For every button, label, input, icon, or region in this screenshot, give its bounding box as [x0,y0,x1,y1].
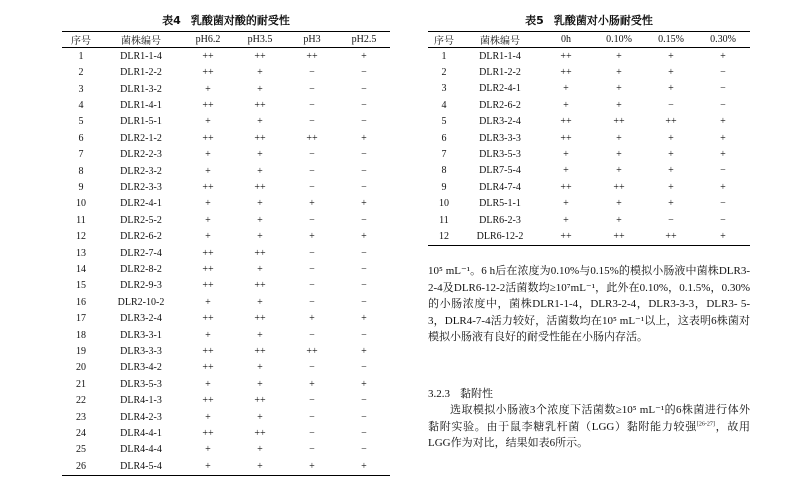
table4-cell: − [309,83,315,95]
table4-cell: − [361,444,367,456]
table4-cell: + [361,50,367,62]
table5-cell: + [720,181,726,193]
table4-cell: DLR3-3-3 [120,346,162,358]
table5-caption [428,12,750,28]
table5-cell: 10 [439,198,449,210]
table5-cell: ++ [560,181,572,193]
table4-cell: ++ [254,99,266,111]
table4-cell: DLR4-4-1 [120,428,162,440]
adhesion-paragraph [428,402,750,452]
table5-cell: 7 [441,149,447,161]
table4-row [62,311,390,327]
table4-cell: − [309,116,315,128]
table5-header-cell: 序号 [428,32,460,48]
table5-cell: + [668,165,674,177]
table4-cell: 13 [76,247,86,259]
table5-cell: DLR5-1-1 [479,198,521,210]
table4-header-cell: pH2.5 [338,32,390,48]
table4-cell: + [257,214,263,226]
table4-row [62,294,390,310]
table5-cell: + [720,50,726,62]
table4-cell: ++ [254,247,266,259]
table4-row [62,327,390,343]
table5-cell: 4 [441,99,447,111]
table4-cell: ++ [202,395,214,407]
table4-cell: + [205,214,211,226]
table5-cell: DLR6-12-2 [460,228,540,245]
table4-header-cell: pH3 [286,32,338,48]
table5-cell: ++ [560,116,572,128]
table5-cell: + [616,50,622,62]
table4-header-cell: 菌株编号 [100,32,182,48]
table4-cell: DLR4-2-3 [120,411,162,423]
table5-cell: − [720,67,726,79]
table5-cell: + [563,149,569,161]
table4-cell: DLR2-3-2 [120,165,162,177]
table4-cell: − [309,395,315,407]
table4-cell: − [361,395,367,407]
table4-cell: − [361,247,367,259]
table5 [428,31,750,246]
table4-cell: ++ [202,362,214,374]
table4-cell: DLR2-6-2 [120,231,162,243]
table4-row [62,81,390,97]
table4-cell: DLR2-10-2 [117,296,165,308]
table5-cell: ++ [560,50,572,62]
table4-cell: − [309,280,315,292]
table5-cell: + [668,83,674,95]
table5-cell: DLR2-6-2 [479,99,521,111]
table4-cell: − [309,181,315,193]
table4-cell: 12 [76,231,86,243]
table4-cell: + [257,165,263,177]
table4-cell: + [257,263,263,275]
table4-cell: + [257,67,263,79]
table4-cell: ++ [254,280,266,292]
table4-cell: DLR1-2-2 [120,67,162,79]
table5-cell: ++ [646,228,696,245]
table4-cell: ++ [254,50,266,62]
table4-cell: − [309,428,315,440]
table5-row [428,163,750,179]
table4-cell: + [205,198,211,210]
table4-row [62,212,390,228]
table4-cell: + [205,165,211,177]
table4-cell: 16 [76,296,86,308]
table4-cell: DLR3-3-1 [120,329,162,341]
table4-cell: ++ [202,67,214,79]
table4-cell: − [309,214,315,226]
table4-cell: 3 [78,83,84,95]
table4-cell: 11 [76,214,86,226]
results-paragraph-text: 10⁵ mL⁻¹。6 h后在浓度为0.10%与0.15%的模拟小肠液中菌株DLR3-2-4及DLR6-12-2活菌数均≥10⁷mL⁻¹，此外在0.10%，0.1.5%，0.30%的小肠浓度中，菌株DLR1-1-4，DLR3-2-4，DLR3-3-3，DLR3- 5-3，DLR4-7-4活力较好，活菌数均在10⁵ mL⁻¹以上，这表明6株菌对模拟小肠液有良好的耐受性能在小肠内存活。 [428,265,750,344]
table4-cell: − [361,411,367,423]
table4-row [62,343,390,359]
table4-cell: + [286,458,338,475]
table4-row [62,48,390,65]
table4-cell: ++ [254,132,266,144]
table4-cell: DLR3-5-3 [120,378,162,390]
table4-cell: ++ [202,280,214,292]
table4-cell: ++ [306,132,318,144]
table5-cell: DLR4-7-4 [479,181,521,193]
table4-cell: ++ [254,395,266,407]
adhesion-paragraph-text [428,402,750,452]
table5-cell: 6 [441,132,447,144]
table4-cell: + [338,458,390,475]
table4-cell: 8 [78,165,84,177]
table5-cell: ++ [613,116,625,128]
table4-cell: + [257,296,263,308]
table5-cell: − [720,83,726,95]
table4-cell: DLR1-1-4 [120,50,162,62]
table4-cell: + [257,362,263,374]
table4-cell: 26 [62,458,100,475]
table5-header-cell: 0h [540,32,592,48]
table4-cell: 25 [76,444,86,456]
table5-cell: + [720,149,726,161]
table4-cell: + [257,198,263,210]
table5-cell: 1 [441,50,447,62]
table4-row [62,261,390,277]
table4-cell: − [361,362,367,374]
table4-cell: + [205,444,211,456]
table4-title: 乳酸菌对酸的耐受性 [190,14,290,27]
table5-cell: + [668,50,674,62]
table5-row [428,228,750,245]
table4-cell: DLR4-4-4 [120,444,162,456]
table4-cell: DLR2-8-2 [120,263,162,275]
table4-cell: − [309,165,315,177]
table5-cell: DLR6-2-3 [479,214,521,226]
table5-row [428,146,750,162]
table5-cell: − [720,99,726,111]
table5-row [428,64,750,80]
table4-cell: + [309,198,315,210]
table5-cell: + [563,99,569,111]
table4-cell: ++ [202,247,214,259]
table4-cell: + [309,378,315,390]
table4-cell: − [361,296,367,308]
table4-cell: + [361,346,367,358]
table5-cell: − [720,198,726,210]
table4-row [62,228,390,244]
table4-cell: ++ [202,50,214,62]
table4-header-cell: pH6.2 [182,32,234,48]
table4-cell: − [309,99,315,111]
table4-cell: + [361,132,367,144]
table5-cell: ++ [560,67,572,79]
table5-cell: 5 [441,116,447,128]
table4-cell: DLR2-9-3 [120,280,162,292]
table4-cell: 21 [76,378,86,390]
table4-header-cell: pH3.5 [234,32,286,48]
table4-cell: 17 [76,313,86,325]
table4-cell: ++ [202,263,214,275]
table4-cell: DLR2-1-2 [120,132,162,144]
table5-header-row [428,32,750,48]
table4-cell: + [205,378,211,390]
table4-cell: − [309,444,315,456]
table4-cell: ++ [202,99,214,111]
table4-row [62,130,390,146]
table4-row [62,245,390,261]
table5-cell: + [696,228,750,245]
table5-cell: DLR2-4-1 [479,83,521,95]
table5-cell: DLR7-5-4 [479,165,521,177]
table4-cell: ++ [202,313,214,325]
table4-cell: − [309,67,315,79]
table5-cell: + [563,214,569,226]
table5-header-cell: 0.10% [592,32,646,48]
table4-cell: + [257,83,263,95]
table5-row [428,130,750,146]
table4-cell: 1 [78,50,84,62]
table5-cell: DLR3-3-3 [479,132,521,144]
table5-cell: + [616,214,622,226]
table4-cell: 9 [78,181,84,193]
table4-header-row [62,32,390,48]
table4-cell: + [182,458,234,475]
table4-cell: − [361,214,367,226]
table4-cell: − [361,280,367,292]
table4-cell: + [234,458,286,475]
table4-cell: + [309,313,315,325]
table4-cell: + [205,116,211,128]
table4-cell: DLR2-7-4 [120,247,162,259]
table4-cell: 14 [76,263,86,275]
table5-cell: 12 [428,228,460,245]
table4-cell: ++ [202,132,214,144]
adhesion-text-b: ，故用LGG作为对比，结果如表6所示。 [428,420,751,450]
table5-cell: DLR1-1-4 [479,50,521,62]
table5-cell: + [668,181,674,193]
citation: [26-27] [696,420,715,427]
table4-cell: DLR4-5-4 [100,458,182,475]
table4-cell: 10 [76,198,86,210]
table4-cell: DLR1-4-1 [120,99,162,111]
table5-header-cell: 0.15% [646,32,696,48]
table4-cell: − [309,329,315,341]
table4-cell: + [205,149,211,161]
table5-cell: + [668,132,674,144]
table5-row [428,196,750,212]
table4-cell: + [205,296,211,308]
table4-cell: DLR1-5-1 [120,116,162,128]
table4-cell: DLR2-3-3 [120,181,162,193]
table5-cell: ++ [540,228,592,245]
table5-cell: 11 [439,214,449,226]
table4-cell: + [257,444,263,456]
table4-cell: + [257,149,263,161]
table5-cell: − [668,214,674,226]
table5-row [428,97,750,113]
table4-row [62,163,390,179]
table5-cell: 3 [441,83,447,95]
table5-cell: ++ [665,116,677,128]
table4-cell: − [361,149,367,161]
table5-cell: + [616,67,622,79]
table4-cell: − [309,263,315,275]
table4-row [62,360,390,376]
table4-cell: + [257,231,263,243]
table5-header-cell: 菌株编号 [460,32,540,48]
section-heading [428,386,493,402]
table5-cell: + [668,67,674,79]
table5-cell: + [616,99,622,111]
table5-cell: + [563,198,569,210]
table5-cell: + [668,149,674,161]
table5-cell: + [616,149,622,161]
table4-cell: + [257,116,263,128]
table5-cell: − [668,99,674,111]
table4-cell: − [309,247,315,259]
table4-cell: + [257,329,263,341]
table4-cell: DLR4-1-3 [120,395,162,407]
table4-cell: + [361,198,367,210]
table4-cell: DLR3-4-2 [120,362,162,374]
table4-cell: 4 [78,99,84,111]
table4-row [62,458,390,475]
table4-cell: ++ [254,313,266,325]
table4-cell: ++ [254,428,266,440]
table4-row [62,146,390,162]
table4-cell: − [361,263,367,275]
table4-cell: ++ [254,346,266,358]
table4-cell: 20 [76,362,86,374]
table4-cell: − [309,149,315,161]
section-title: 黏附性 [460,388,493,400]
table5-header-cell: 0.30% [696,32,750,48]
adhesion-text-a: 选取模拟小肠液3个浓度下活菌数≥10⁵ mL⁻¹的6株菌进行体外黏附实验。由于鼠李糖乳杆菌（LGG）黏附能力较强 [428,404,750,433]
table4-cell: ++ [254,181,266,193]
table4-cell: − [309,296,315,308]
table4-row [62,376,390,392]
table4-cell: DLR1-3-2 [120,83,162,95]
table4-cell: ++ [306,346,318,358]
table5-number: 表5 [525,14,544,27]
table5-cell: + [720,116,726,128]
table4-cell: 15 [76,280,86,292]
table4-cell: 24 [76,428,86,440]
table4-row [62,179,390,195]
table4-cell: DLR2-2-3 [120,149,162,161]
section-number: 3.2.3 [428,388,450,400]
table5-cell: − [720,165,726,177]
table5-cell: ++ [613,181,625,193]
table4-cell: − [361,83,367,95]
table5-cell: DLR3-5-3 [479,149,521,161]
table4-cell: + [361,231,367,243]
table5-cell: + [616,165,622,177]
table5-cell: 8 [441,165,447,177]
table4-cell: + [205,411,211,423]
table4-cell: ++ [202,181,214,193]
table4-cell: − [361,116,367,128]
table5-cell: − [720,214,726,226]
table4-cell: + [205,329,211,341]
table4-cell: 6 [78,132,84,144]
table4-row [62,425,390,441]
table4-row [62,196,390,212]
table5-cell: + [563,165,569,177]
table5-cell: + [616,132,622,144]
table4-cell: DLR2-5-2 [120,214,162,226]
table4-cell: DLR2-4-1 [120,198,162,210]
table5-cell: 9 [441,181,447,193]
table5-cell: + [720,132,726,144]
results-paragraph [428,263,750,346]
table4-cell: + [257,411,263,423]
table4 [62,31,390,476]
table4-row [62,409,390,425]
table5-cell: ++ [592,228,646,245]
table4-cell: + [257,378,263,390]
table4-cell: 2 [78,67,84,79]
table4-cell: DLR3-2-4 [120,313,162,325]
table4-cell: + [361,378,367,390]
table4-cell: + [361,313,367,325]
table4-row [62,97,390,113]
table5-title: 乳酸菌对小肠耐受性 [553,14,653,27]
table4-cell: − [361,67,367,79]
table4-caption [62,12,390,28]
table5-cell: + [563,83,569,95]
table4-cell: − [309,411,315,423]
table5-row [428,179,750,195]
table5-cell: DLR1-2-2 [479,67,521,79]
table5-cell: DLR3-2-4 [479,116,521,128]
table5-cell: 2 [441,67,447,79]
table4-cell: 22 [76,395,86,407]
table5-row [428,212,750,228]
table4-cell: ++ [202,428,214,440]
table4-cell: − [361,99,367,111]
table5-cell: + [616,83,622,95]
table5-row [428,81,750,97]
table4-number: 表4 [162,14,181,27]
table4-header-cell: 序号 [62,32,100,48]
table4-row [62,442,390,458]
table4-row [62,114,390,130]
table4-cell: − [361,428,367,440]
table4-cell: + [205,231,211,243]
table5-cell: + [616,198,622,210]
table4-cell: − [361,181,367,193]
table4-row [62,64,390,80]
table5-row [428,114,750,130]
table4-cell: 19 [76,346,86,358]
table4-cell: 5 [78,116,84,128]
table4-cell: + [205,83,211,95]
table5-cell: + [668,198,674,210]
table4-cell: 7 [78,149,84,161]
table4-cell: − [309,362,315,374]
table4-cell: − [361,165,367,177]
table5-cell: ++ [560,132,572,144]
table4-cell: + [309,231,315,243]
table4-cell: ++ [202,346,214,358]
table4-cell: 18 [76,329,86,341]
table4-cell: ++ [306,50,318,62]
table4-cell: − [361,329,367,341]
table4-cell: 23 [76,411,86,423]
table4-row [62,393,390,409]
table5-row [428,48,750,65]
table4-row [62,278,390,294]
